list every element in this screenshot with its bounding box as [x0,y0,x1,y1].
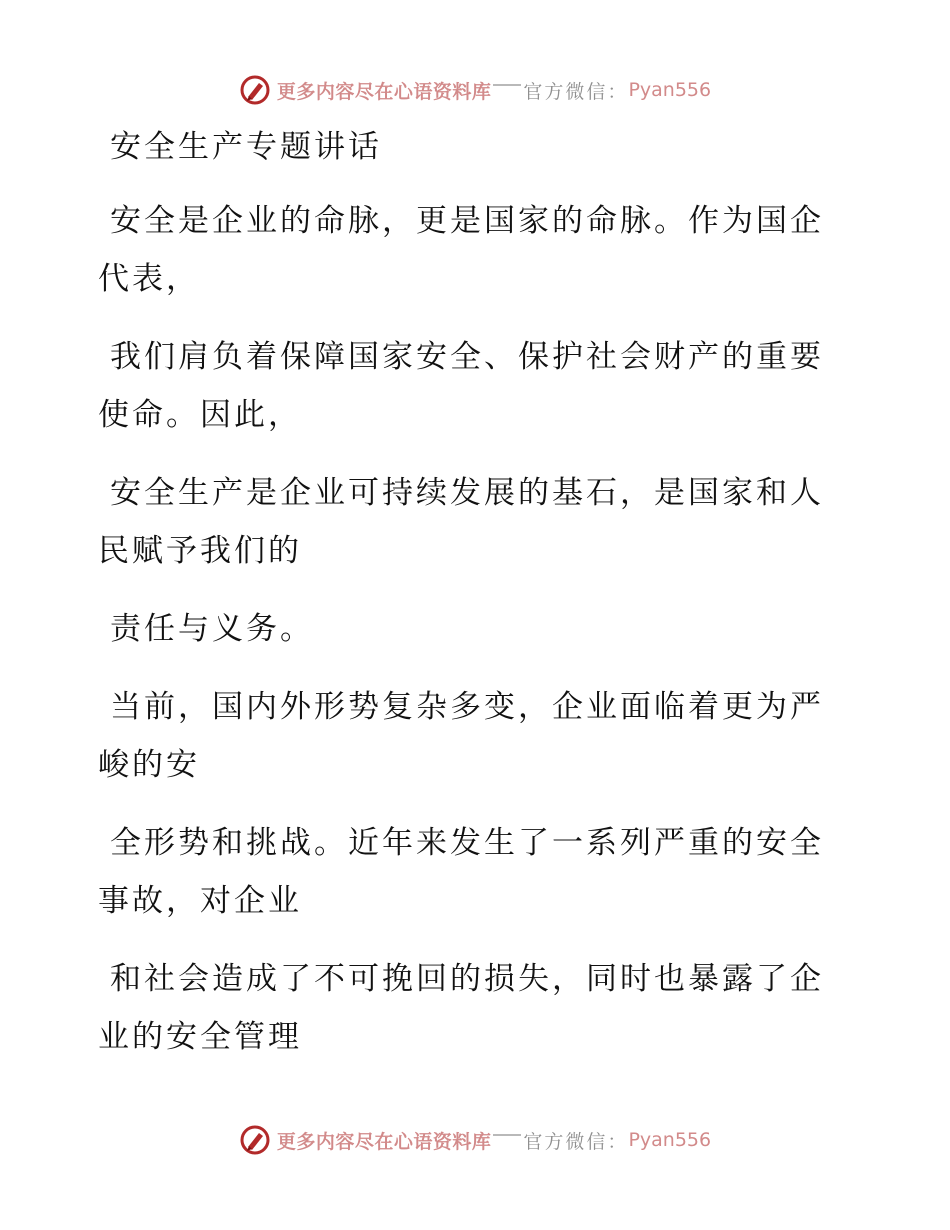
paragraph-2 [98,328,838,444]
paragraph-5 [98,678,838,794]
document-body [98,118,838,1066]
paragraph-line: 和社会造成了不可挽回的损失，同时也暴露了企 [110,961,824,997]
watermark-main-text: 更多内容尽在心语资料库 [276,1130,492,1153]
watermark-official-label: 官方微信： [523,80,629,103]
paragraph-line: 全形势和挑战。近年来发生了一系列严重的安全 [110,825,824,861]
paragraph-6 [98,814,838,930]
watermark-official-label: 官方微信： [523,1130,629,1153]
paragraph-1 [98,192,838,308]
watermark-wechat-id: Pyan556 [628,1129,712,1151]
watermark-dash [493,84,521,86]
paragraph-line: 事故，对企业 [98,883,302,919]
watermark-dash [493,1134,521,1136]
document-title-text: 安全生产专题讲话 [110,129,382,165]
paragraph-7 [98,950,838,1066]
paragraph-line: 责任与义务。 [110,611,314,647]
paragraph-line: 业的安全管理 [98,1019,302,1055]
paragraph-line: 代表， [98,261,200,297]
paragraph-line: 我们肩负着保障国家安全、保护社会财产的重要 [110,339,824,375]
paragraph-4 [98,600,838,658]
paragraph-line: 安全生产是企业可持续发展的基石，是国家和人 [110,475,824,511]
pen-logo-icon [239,1124,271,1156]
paragraph-line: 当前，国内外形势复杂多变，企业面临着更为严 [110,689,824,725]
watermark-wechat-id: Pyan556 [628,79,712,101]
pen-logo-icon [239,74,271,106]
watermark-main-text: 更多内容尽在心语资料库 [276,80,492,103]
header-watermark [0,70,950,110]
paragraph-line: 安全是企业的命脉，更是国家的命脉。作为国企 [110,203,824,239]
document-title [98,118,838,176]
paragraph-line: 民赋予我们的 [98,533,302,569]
paragraph-line: 使命。因此， [98,397,302,433]
paragraph-3 [98,464,838,580]
paragraph-line: 峻的安 [98,747,200,783]
footer-watermark [0,1120,950,1160]
